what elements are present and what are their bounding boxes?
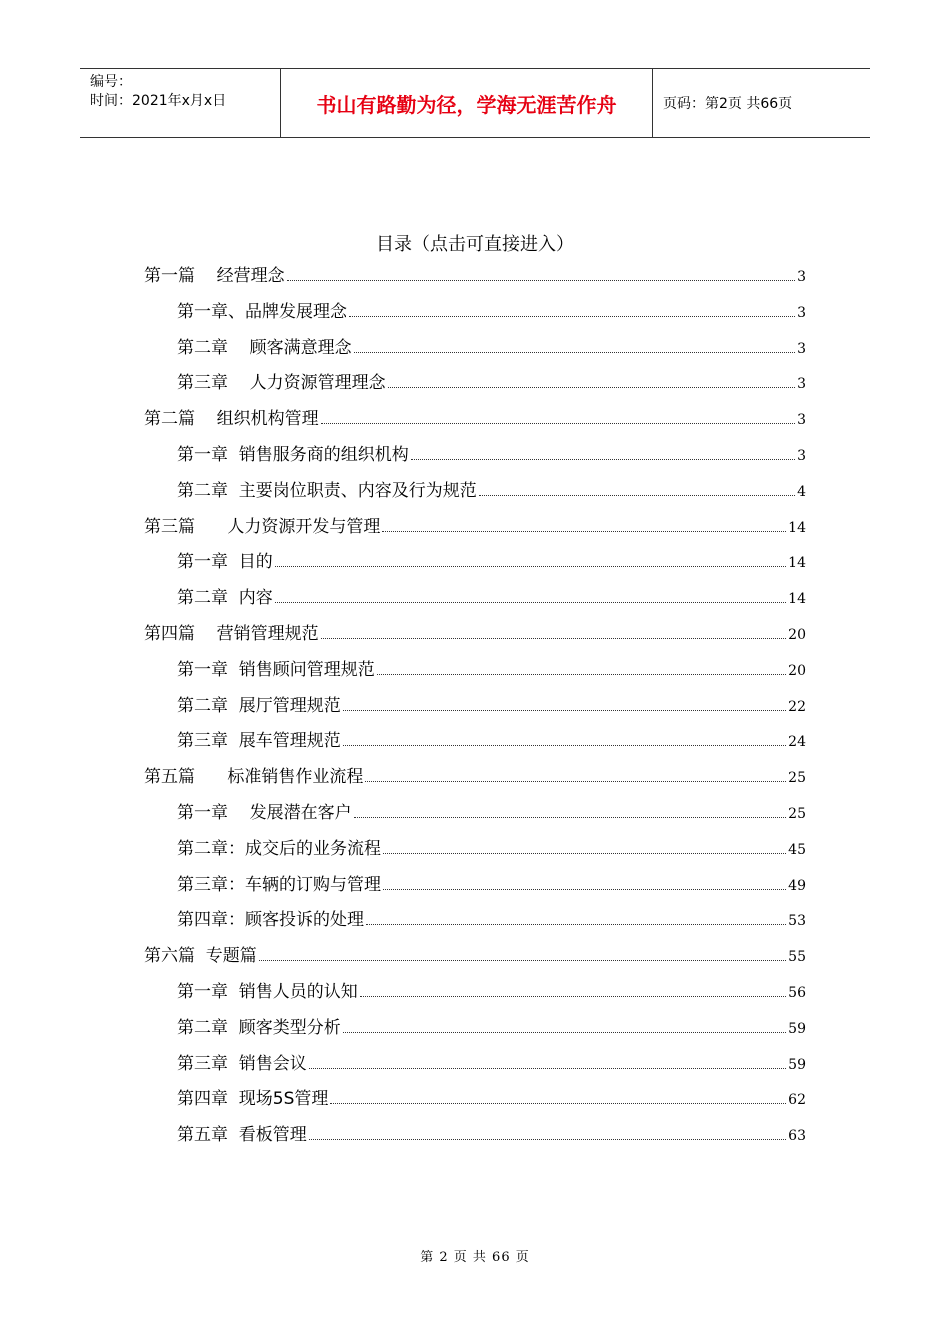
toc-dot-leader	[275, 566, 786, 567]
toc-dot-leader	[354, 352, 795, 353]
toc-entry-label: 第三章 人力资源管理理念	[177, 373, 386, 394]
toc-entry-label: 第一章 销售服务商的组织机构	[177, 445, 409, 465]
header-page-info: 页码：第2页 共66页	[663, 96, 793, 112]
toc-entry-label: 第三篇 人力资源开发与管理	[144, 516, 381, 537]
toc-entry-label: 第二章 展厅管理规范	[177, 695, 341, 716]
toc-entry-page-number: 59	[788, 1056, 806, 1073]
toc-dot-leader	[383, 853, 786, 854]
toc-dot-leader	[377, 674, 786, 675]
toc-chapter-link[interactable]	[177, 837, 806, 861]
toc-dot-leader	[382, 531, 786, 532]
toc-entry-page-number: 20	[788, 662, 806, 679]
toc-entry-label: 第二章 主要岗位职责、内容及行为规范	[177, 480, 477, 501]
toc-entry-page-number: 3	[797, 448, 806, 464]
toc-entry-label: 第四章 现场5S管理	[177, 1089, 329, 1110]
toc-chapter-link[interactable]	[177, 550, 806, 574]
toc-entry-label: 第二章 内容	[177, 588, 273, 609]
toc-chapter-link[interactable]	[177, 479, 806, 503]
toc-title: 目录（点击可直接进入）	[376, 234, 574, 255]
toc-dot-leader	[321, 423, 795, 424]
toc-dot-leader	[479, 495, 795, 496]
toc-entry-page-number: 20	[788, 627, 806, 643]
toc-entry-label: 第二篇 组织机构管理	[144, 409, 319, 430]
toc-entry-label: 第一章、品牌发展理念	[177, 301, 347, 322]
page-footer: 第 2 页 共 66 页	[420, 1250, 530, 1265]
toc-entry-label: 第五章 看板管理	[177, 1125, 307, 1146]
toc-entry-page-number: 56	[788, 985, 806, 1001]
toc-dot-leader	[366, 924, 786, 925]
toc-entry-label: 第二章 顾客类型分析	[177, 1017, 341, 1038]
toc-entry-page-number: 25	[788, 770, 806, 787]
toc-entry-page-number: 22	[788, 698, 806, 715]
toc-entry-label: 第一章 销售顾问管理规范	[177, 659, 375, 680]
header-motto: 书山有路勤为径，学海无涯苦作舟	[281, 69, 653, 137]
toc-entry-page-number: 63	[788, 1128, 806, 1145]
toc-part-link[interactable]	[144, 622, 806, 646]
toc-dot-leader	[287, 280, 795, 281]
toc-entry-label: 第六篇 专题篇	[144, 946, 257, 967]
toc-part-link[interactable]	[144, 515, 806, 539]
toc-entry-label: 第二章 顾客满意理念	[177, 337, 352, 358]
toc-entry-page-number: 49	[788, 877, 806, 894]
document-number-label: 编号：	[90, 74, 132, 90]
toc-entry-label: 第三章 销售会议	[177, 1053, 307, 1074]
toc-entry-label: 第四章：顾客投诉的处理	[177, 910, 364, 931]
toc-chapter-link[interactable]	[177, 980, 806, 1004]
toc-entry-page-number: 24	[788, 734, 806, 751]
toc-entry-label: 第一篇 经营理念	[144, 266, 285, 286]
toc-entry-page-number: 3	[797, 340, 806, 357]
toc-entry-label: 第二章：成交后的业务流程	[177, 838, 381, 859]
toc-chapter-link[interactable]	[177, 300, 806, 324]
toc-dot-leader	[343, 710, 786, 711]
toc-dot-leader	[349, 316, 795, 317]
toc-dot-leader	[309, 1068, 786, 1069]
toc-chapter-link[interactable]	[177, 443, 806, 467]
toc-dot-leader	[383, 889, 786, 890]
toc-dot-leader	[343, 1032, 786, 1033]
toc-entry-page-number: 14	[788, 591, 806, 608]
toc-chapter-link[interactable]	[177, 908, 806, 932]
toc-entry-page-number: 59	[788, 1020, 806, 1037]
toc-entry-page-number: 55	[788, 949, 806, 966]
toc-part-link[interactable]	[144, 765, 806, 789]
toc-dot-leader	[388, 387, 795, 388]
toc-chapter-link[interactable]	[177, 873, 806, 897]
toc-entry-page-number: 14	[788, 555, 806, 572]
toc-entry-label: 第一章 销售人员的认知	[177, 982, 358, 1002]
toc-chapter-link[interactable]	[177, 801, 806, 825]
toc-chapter-link[interactable]	[177, 1016, 806, 1040]
toc-dot-leader	[259, 960, 786, 961]
toc-entry-page-number: 53	[788, 913, 806, 930]
toc-entry-label: 第一章 发展潜在客户	[177, 803, 352, 823]
toc-dot-leader	[354, 817, 787, 818]
toc-part-link[interactable]	[144, 264, 806, 288]
toc-chapter-link[interactable]	[177, 1087, 806, 1111]
toc-chapter-link[interactable]	[177, 1052, 806, 1076]
toc-dot-leader	[343, 745, 786, 746]
toc-entry-page-number: 14	[788, 519, 806, 536]
toc-dot-leader	[411, 459, 795, 460]
toc-entry-page-number: 4	[797, 483, 806, 500]
toc-entry-label: 第三章 展车管理规范	[177, 731, 341, 752]
toc-chapter-link[interactable]	[177, 1123, 806, 1147]
toc-dot-leader	[365, 781, 786, 782]
toc-chapter-link[interactable]	[177, 371, 806, 395]
toc-entry-page-number: 3	[797, 269, 806, 285]
toc-dot-leader	[330, 1103, 786, 1104]
toc-dot-leader	[360, 996, 786, 997]
toc-entry-label: 第三章：车辆的订购与管理	[177, 874, 381, 895]
toc-entry-page-number: 3	[797, 304, 806, 321]
toc-dot-leader	[321, 638, 787, 639]
page-header	[80, 68, 870, 138]
toc-chapter-link[interactable]	[177, 586, 806, 610]
toc-part-link[interactable]	[144, 407, 806, 431]
toc-chapter-link[interactable]	[177, 336, 806, 360]
toc-entry-label: 第四篇 营销管理规范	[144, 624, 319, 644]
document-time-label: 时间：2021年x月x日	[90, 93, 227, 109]
toc-dot-leader	[275, 602, 786, 603]
toc-entry-page-number: 45	[788, 841, 806, 858]
toc-chapter-link[interactable]	[177, 658, 806, 682]
toc-part-link[interactable]	[144, 944, 806, 968]
toc-entry-page-number: 25	[788, 806, 806, 822]
toc-entry-page-number: 62	[788, 1092, 806, 1109]
toc-chapter-link[interactable]	[177, 694, 806, 718]
toc-entry-page-number: 3	[797, 376, 806, 393]
toc-dot-leader	[309, 1139, 786, 1140]
toc-entry-label: 第五篇 标准销售作业流程	[144, 767, 364, 788]
toc-entry-label: 第一章 目的	[177, 552, 273, 573]
toc-chapter-link[interactable]	[177, 729, 806, 753]
toc-entry-page-number: 3	[797, 412, 806, 429]
header-meta	[80, 69, 281, 137]
